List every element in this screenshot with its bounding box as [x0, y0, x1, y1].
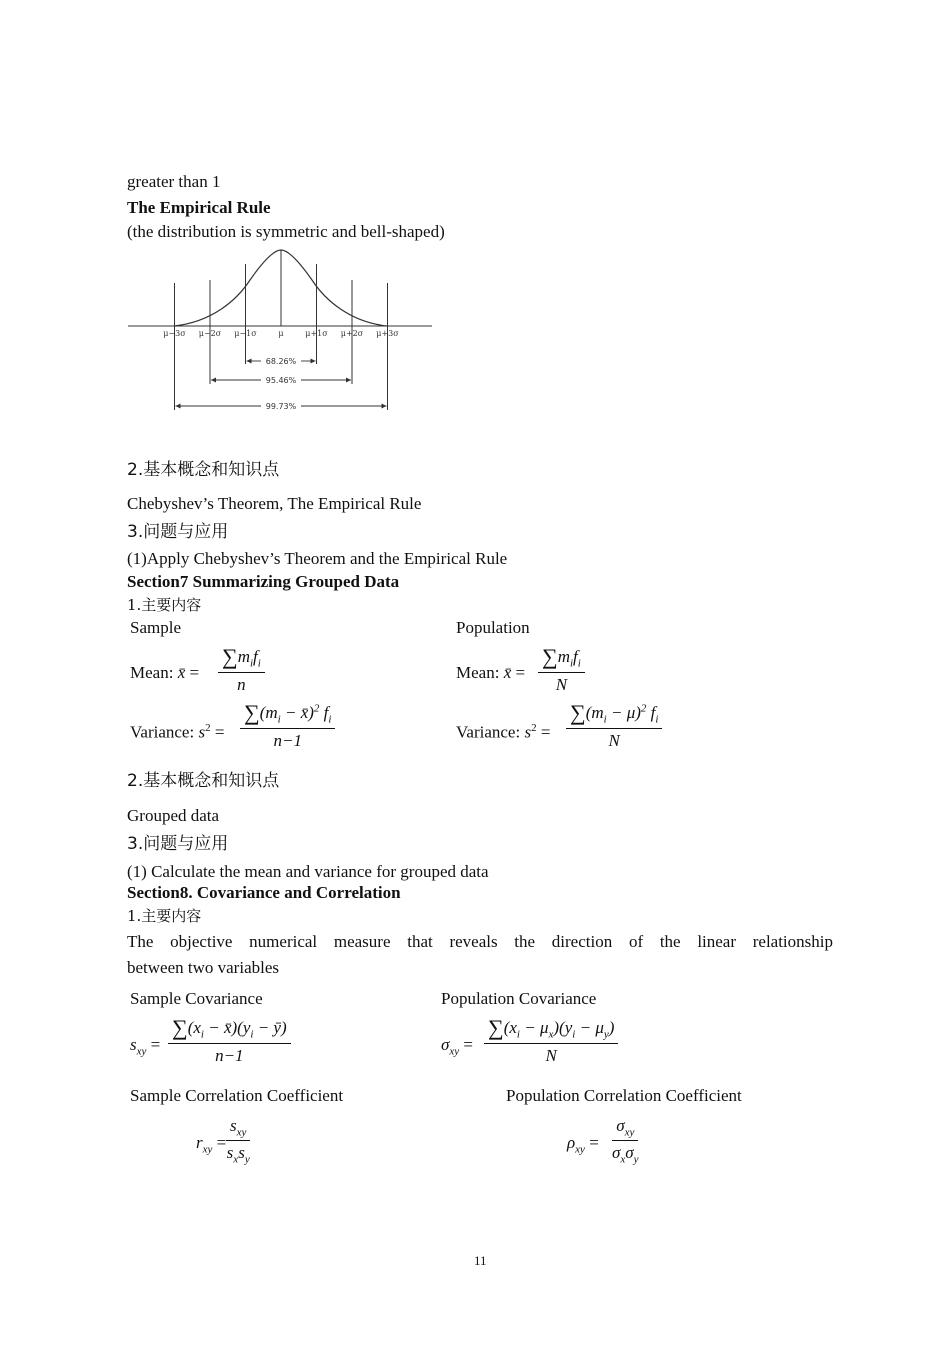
problems-heading-1: 3.问题与应用 [127, 522, 229, 542]
population-correlation-label: Population Correlation Coefficient [506, 1086, 742, 1105]
sample-variance-denominator: n−1 [273, 731, 302, 750]
section8-description-line2: between two variables [127, 958, 279, 977]
section7-content-heading: 1.主要内容 [127, 596, 202, 614]
concepts-heading-1: 2.基本概念和知识点 [127, 460, 280, 480]
pop-covariance-fraction: $\frac{\sum(x_i - \mu_x)(y_i - \mu_y)}{N}$ [484, 1015, 618, 1066]
pop-correlation-lhs: $\rho_{xy}$ = [567, 1133, 599, 1156]
problems-text-2: (1) Calculate the mean and variance for grouped data [127, 862, 489, 881]
sample-mean-lhs: Mean: x̄ = [130, 663, 200, 682]
sample-variance-fraction: $\frac{\sum(m_i - x̄)^2 f_i}{n-1}$ [240, 700, 335, 751]
sigma-label-plus-2: μ+2σ [340, 329, 364, 338]
sigma-label-plus-1: μ+1σ [305, 329, 328, 338]
pop-variance-label: Variance: [456, 722, 521, 742]
population-covariance-label: Population Covariance [441, 989, 597, 1008]
pop-variance-fraction: $\frac{\sum(m_i - \mu)^2 f_i}{N}$ [566, 700, 662, 751]
sample-mean-denominator: n [237, 675, 246, 694]
pop-covariance-denominator: N [545, 1046, 557, 1065]
sample-mean-fraction: $\sum m_if_i$ n [218, 644, 265, 695]
sigma-label-minus-2: μ−2σ [198, 329, 222, 338]
population-label: Population [456, 618, 530, 637]
sample-correlation-label: Sample Correlation Coefficient [130, 1086, 344, 1105]
pop-mean-denominator: N [555, 675, 568, 694]
sigma-label-minus-3: μ−3σ [163, 329, 186, 338]
interval-3-sigma [176, 402, 387, 411]
sigma-label-plus-3: μ+3σ [376, 329, 399, 338]
sigma-labels [163, 329, 399, 338]
sample-covariance-lhs: $s_{xy}$ = [130, 1035, 161, 1058]
sample-covariance-fraction: $\frac{\sum(x_i - x̄)(y_i - ȳ)}{n-1}$ [168, 1015, 291, 1066]
empirical-rule-figure [122, 240, 442, 415]
sample-correlation-fraction: $s_{xy}$ $s_xs_y$ [226, 1116, 250, 1166]
sample-mean-label: Mean: [130, 663, 174, 682]
concepts-heading-2: 2.基本概念和知识点 [127, 771, 280, 791]
concepts-text-1: Chebyshev’s Theorem, The Empirical Rule [127, 494, 422, 513]
page-number: 11 [474, 1253, 487, 1268]
section8-content-heading: 1.主要内容 [127, 907, 202, 925]
pop-mean-lhs: Mean: x̄ = [456, 663, 526, 682]
pop-mean-fraction: $\sum m_if_i$ N [538, 644, 585, 695]
interval-1-sigma [247, 357, 316, 366]
sigma-label-minus-1: μ−1σ [234, 329, 257, 338]
sample-label: Sample [130, 618, 181, 637]
continued-text: greater than 1 [127, 172, 221, 191]
sample-correlation-lhs: $r_{xy}$ = [196, 1133, 227, 1156]
interval-label-2-sigma: 95.46% [265, 376, 297, 385]
problems-heading-2: 3.问题与应用 [127, 834, 229, 854]
section7-title: Section7 Summarizing Grouped Data [127, 572, 400, 591]
interval-arrows [176, 357, 387, 411]
pop-correlation-fraction: $\sigma_{xy}$ $\sigma_x\sigma_y$ [612, 1116, 639, 1166]
interval-label-1-sigma: 68.26% [265, 357, 297, 366]
section8-title: Section8. Covariance and Correlation [127, 883, 401, 902]
sample-covariance-denominator: n−1 [215, 1046, 244, 1065]
sample-variance-label: Variance: [130, 722, 195, 742]
pop-variance-denominator: N [608, 731, 620, 750]
interval-2-sigma [211, 376, 351, 385]
sample-variance-lhs: Variance: $s^2$ = [130, 722, 225, 742]
interval-label-3-sigma: 99.73% [265, 402, 297, 411]
empirical-rule-condition: (the distribution is symmetric and bell-shaped) [127, 222, 445, 241]
pop-mean-label: Mean: [456, 663, 500, 682]
sample-covariance-label: Sample Covariance [130, 989, 263, 1008]
concepts-text-2: Grouped data [127, 806, 220, 825]
sigma-label-mean: μ [278, 329, 284, 338]
pop-covariance-lhs: $\sigma_{xy}$ = [441, 1035, 473, 1058]
problems-text-1: (1)Apply Chebyshev’s Theorem and the Empirical Rule [127, 549, 508, 568]
empirical-rule-title: The Empirical Rule [127, 198, 271, 217]
section8-description-line1: The objective numerical measure that reveals the direction of the linear relationship [127, 932, 833, 951]
pop-variance-lhs: Variance: $s^2$ = [456, 722, 551, 742]
